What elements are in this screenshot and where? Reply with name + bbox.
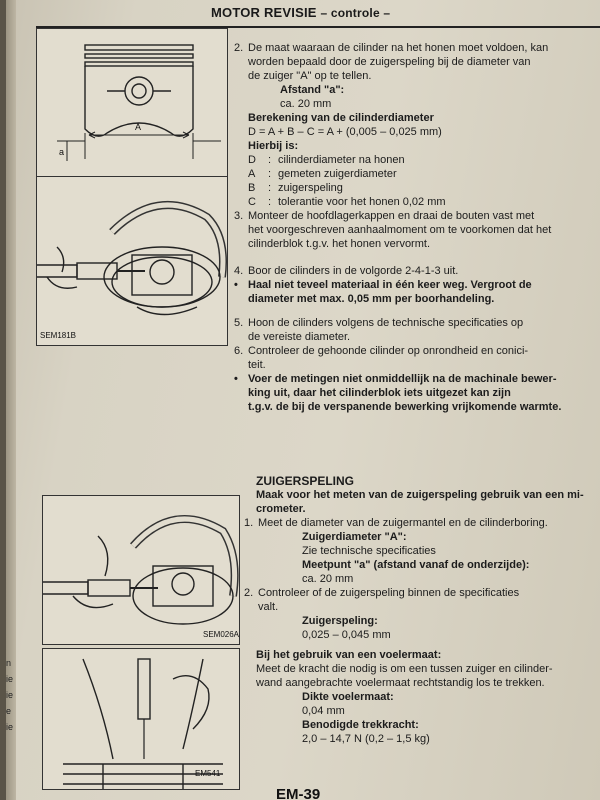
- step-3-block: [234, 209, 589, 251]
- step-3-line-1: Monteer de hoofdlagerkappen en draai de bouten vast met: [248, 210, 535, 222]
- margin-mark: ie: [6, 674, 14, 684]
- zuigerdiameter-value: Zie technische specificaties: [302, 545, 436, 557]
- afstand-label: Afstand "a":: [280, 84, 345, 96]
- piston-micrometer-drawing: [43, 496, 239, 644]
- manual-page: [6, 0, 600, 800]
- intro-line-1: Maak voor het meten van de zuigerspeling gebruik van een mi-: [256, 489, 584, 501]
- step-6-number: 6.: [234, 345, 244, 357]
- voeler-line-1: Meet de kracht die nodig is om een tussen zuiger en cilinder-: [256, 663, 553, 675]
- hierbij-label: Hierbij is:: [248, 140, 299, 152]
- piston-dimension-drawing: [37, 29, 227, 177]
- step-4-block: [234, 264, 589, 306]
- margin-marks: [6, 655, 13, 735]
- margin-mark: n: [6, 658, 12, 668]
- step-3-line-2: het voorgeschreven aanhaalmoment om te voorkomen dat het: [248, 224, 552, 236]
- trekkracht-label: Benodigde trekkracht:: [302, 719, 419, 731]
- bullet: •: [234, 279, 238, 291]
- page-number: EM-39: [276, 786, 321, 800]
- piston-micrometer-figure: [42, 495, 240, 645]
- definition-row: A : gemeten zuigerdiameter: [248, 168, 397, 180]
- definition-list: [234, 153, 589, 209]
- voeler-line-2: wand aangebrachte voelermaat rechtstandig los te trekken.: [256, 677, 545, 689]
- dim-A-label: A: [135, 122, 142, 132]
- berekening-label: Berekening van de cilinderdiameter: [248, 112, 434, 124]
- dikte-value: 0,04 mm: [302, 705, 345, 717]
- bullet: •: [234, 373, 238, 385]
- zs-step-2-line-1: Controleer of de zuigerspeling binnen de specificaties: [258, 587, 520, 599]
- step-2-number: 2.: [234, 42, 244, 54]
- zs-step-1-number: 1.: [244, 517, 254, 529]
- cylinder-formula: D = A + B – C = A + (0,005 – 0,025 mm): [248, 126, 442, 138]
- definition-row: D : cilinderdiameter na honen: [248, 154, 405, 166]
- meetpunt-label: Meetpunt "a" (afstand vanaf de onderzijde):: [302, 559, 530, 571]
- step-3-number: 3.: [234, 210, 244, 222]
- dikte-label: Dikte voelermaat:: [302, 691, 394, 703]
- figure-code-sem026a: SEM026A: [203, 630, 240, 639]
- margin-mark: e: [6, 706, 12, 716]
- step-2-block: [234, 41, 589, 209]
- bullet-2-line-1: Voer de metingen niet onmiddellijk na de machinale bewer-: [248, 373, 557, 385]
- step-5-number: 5.: [234, 317, 244, 329]
- piston-dimension-figure: [36, 28, 228, 178]
- step-6-line-2: teit.: [248, 359, 266, 371]
- zuigerspeling-label: Zuigerspeling:: [302, 615, 378, 627]
- zs-step-2-line-2: valt.: [258, 601, 279, 613]
- definition-row: B : zuigerspeling: [248, 182, 343, 194]
- step-2-line-3: de zuiger "A" op te tellen.: [248, 70, 372, 82]
- section-heading: ZUIGERSPELING: [256, 474, 355, 488]
- bullet-1-line-2: diameter met max. 0,05 mm per boorhandeling.: [248, 293, 495, 305]
- step-5-line-2: de vereiste diameter.: [248, 331, 351, 343]
- zs-step-2-number: 2.: [244, 587, 254, 599]
- header-subtitle: – controle –: [320, 6, 391, 20]
- dim-a-label: a: [59, 147, 65, 157]
- margin-mark: ie: [6, 722, 14, 732]
- step-5-line-1: Hoon de cilinders volgens de technische specificaties op: [248, 317, 524, 329]
- meetpunt-value: ca. 20 mm: [302, 573, 354, 585]
- intro-line-2: crometer.: [256, 503, 306, 515]
- step-2-line-1: De maat waaraan de cilinder na het honen moet voldoen, kan: [248, 42, 549, 54]
- margin-mark: ie: [6, 690, 14, 700]
- afstand-value: ca. 20 mm: [280, 98, 332, 110]
- page-header: [211, 5, 390, 20]
- feeler-gauge-drawing: [43, 649, 239, 789]
- zuigerspeling-value: 0,025 – 0,045 mm: [302, 629, 391, 641]
- figure-code-em541: EM541: [195, 769, 221, 778]
- bullet-2-line-3: t.g.v. de bij de verspanende bewerking vrijkomende warmte.: [248, 401, 562, 413]
- figure-code-sem181b: SEM181B: [40, 331, 77, 340]
- definition-row: C : tolerantie voor het honen 0,02 mm: [248, 196, 446, 208]
- bullet-1-line-1: Haal niet teveel materiaal in één keer weg. Vergroot de: [248, 279, 532, 291]
- step-5-block: [234, 316, 589, 414]
- step-2-line-2: worden bepaald door de zuigerspeling bij de diameter van: [248, 56, 531, 68]
- step-4-line: Boor de cilinders in de volgorde 2-4-1-3 uit.: [248, 265, 459, 277]
- zs-step-1-line: Meet de diameter van de zuigermantel en de cilinderboring.: [258, 517, 548, 529]
- voeler-heading: Bij het gebruik van een voelermaat:: [256, 649, 442, 661]
- step-4-number: 4.: [234, 265, 244, 277]
- cylinder-micrometer-drawing: [37, 177, 227, 345]
- step-6-line-1: Controleer de gehoonde cilinder op onrondheid en conici-: [248, 345, 529, 357]
- bullet-2-line-2: king uit, daar het cilinderblok iets uitgezet kan zijn: [248, 387, 511, 399]
- header-title: MOTOR REVISIE: [211, 5, 317, 20]
- feeler-gauge-figure: [42, 648, 240, 790]
- zuigerdiameter-label: Zuigerdiameter "A":: [302, 531, 407, 543]
- cylinder-micrometer-figure: [36, 176, 228, 346]
- zuigerspeling-section: [244, 474, 596, 746]
- trekkracht-value: 2,0 – 14,7 N (0,2 – 1,5 kg): [302, 733, 430, 745]
- step-3-line-3: cilinderblok t.g.v. het honen vervormt.: [248, 238, 430, 250]
